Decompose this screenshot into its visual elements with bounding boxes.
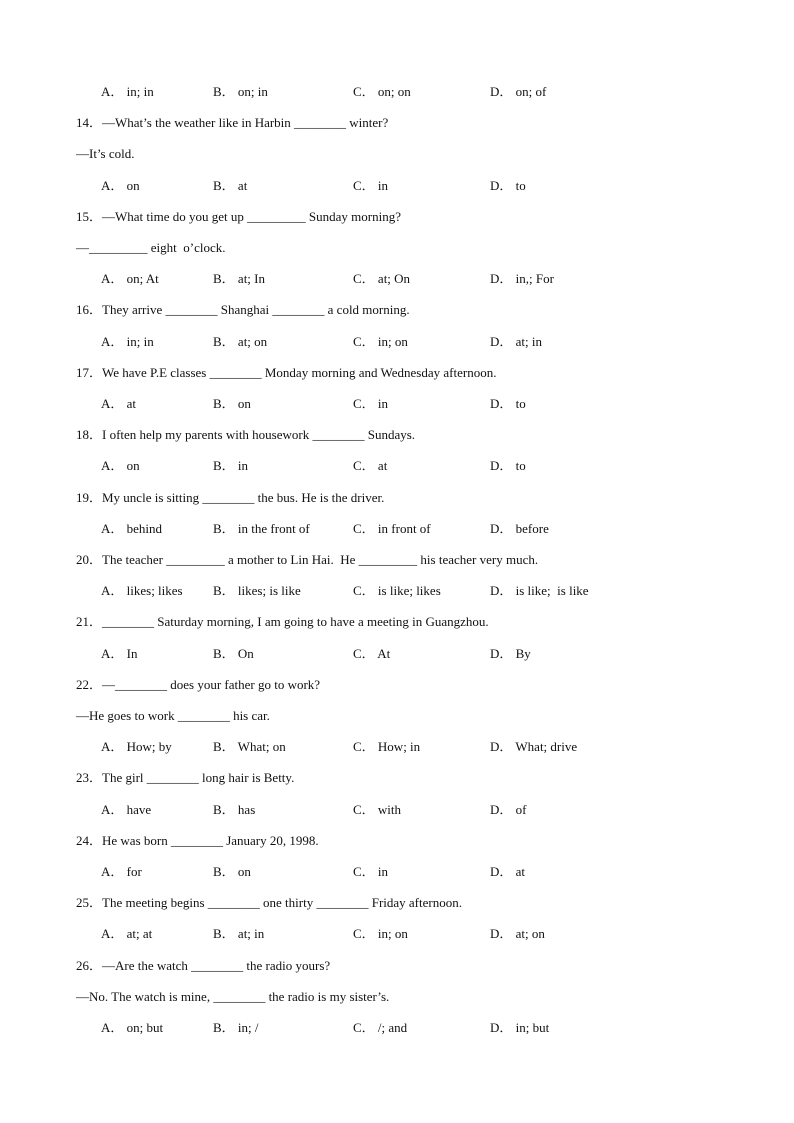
question-text: 20．The teacher _________ a mother to Lin Hai. He _________ his teacher very much. — [76, 552, 539, 567]
option-d: D． on; of — [490, 84, 547, 99]
answer-options — [0, 926, 794, 942]
option-d: D． at; in — [490, 334, 542, 349]
option-b: B． in; / — [213, 1020, 259, 1035]
option-d: D． in,; For — [490, 271, 554, 286]
option-b: B． What; on — [213, 739, 286, 754]
option-d: D． at — [490, 864, 526, 879]
option-b: B． On — [213, 646, 254, 661]
option-d: D． to — [490, 458, 526, 473]
option-b: B． at; in — [213, 926, 265, 941]
answer-options — [0, 334, 794, 350]
question-text: —He goes to work ________ his car. — [76, 708, 270, 723]
question-text: —_________ eight o’clock. — [76, 240, 226, 255]
option-c: C． is like; likes — [353, 583, 441, 598]
option-d: D． By — [490, 646, 531, 661]
question-text: —It’s cold. — [76, 146, 135, 161]
option-c: C． at; On — [353, 271, 411, 286]
option-a: A． likes; likes — [101, 583, 183, 598]
answer-options — [0, 1020, 794, 1036]
answer-options — [0, 583, 794, 599]
answer-options — [0, 521, 794, 537]
option-d: D． before — [490, 521, 549, 536]
option-c: C． At — [353, 646, 391, 661]
option-a: A． How; by — [101, 739, 172, 754]
answer-options — [0, 864, 794, 880]
option-c: C． in — [353, 396, 389, 411]
question-text: 14．—What’s the weather like in Harbin ________ winter? — [76, 115, 389, 130]
question-text: 25．The meeting begins ________ one thirty ________ Friday afternoon. — [76, 895, 462, 910]
answer-options — [0, 271, 794, 287]
option-c: C． with — [353, 802, 402, 817]
question-text: 21．________ Saturday morning, I am going to have a meeting in Guangzhou. — [76, 614, 489, 629]
answer-options — [0, 802, 794, 818]
option-d: D． to — [490, 396, 526, 411]
option-b: B． has — [213, 802, 256, 817]
question-text: 26．—Are the watch ________ the radio yours? — [76, 958, 331, 973]
answer-options — [0, 396, 794, 412]
option-a: A． on — [101, 178, 140, 193]
answer-options — [0, 646, 794, 662]
option-a: A． behind — [101, 521, 163, 536]
option-d: D． is like; is like — [490, 583, 589, 598]
option-b: B． in — [213, 458, 249, 473]
option-c: C． in front of — [353, 521, 431, 536]
question-text: 24．He was born ________ January 20, 1998. — [76, 833, 319, 848]
option-d: D． in; but — [490, 1020, 550, 1035]
answer-options — [0, 739, 794, 755]
option-b: B． at; on — [213, 334, 268, 349]
option-d: D． of — [490, 802, 527, 817]
option-a: A． for — [101, 864, 142, 879]
question-text: 23．The girl ________ long hair is Betty. — [76, 770, 295, 785]
option-d: D． at; on — [490, 926, 545, 941]
question-text: 18．I often help my parents with housework ________ Sundays. — [76, 427, 416, 442]
option-a: A． at; at — [101, 926, 153, 941]
option-b: B． on — [213, 396, 251, 411]
question-text: 22．—________ does your father go to work? — [76, 677, 321, 692]
option-a: A． in; in — [101, 334, 154, 349]
question-text: 17．We have P.E classes ________ Monday morning and Wednesday afternoon. — [76, 365, 497, 380]
option-a: A． on — [101, 458, 140, 473]
option-c: C． How; in — [353, 739, 421, 754]
option-a: A． have — [101, 802, 152, 817]
option-a: A． at — [101, 396, 137, 411]
option-c: C． in; on — [353, 926, 408, 941]
question-text: 16．They arrive ________ Shanghai ________ a cold morning. — [76, 302, 410, 317]
option-a: A． In — [101, 646, 138, 661]
option-b: B． on; in — [213, 84, 268, 99]
answer-options — [0, 84, 794, 100]
option-b: B． on — [213, 864, 251, 879]
option-c: C． at — [353, 458, 388, 473]
option-d: D． to — [490, 178, 526, 193]
option-c: C． /; and — [353, 1020, 408, 1035]
option-c: C． in — [353, 864, 389, 879]
option-b: B． at — [213, 178, 248, 193]
question-text: 15．—What time do you get up _________ Sunday morning? — [76, 209, 401, 224]
answer-options — [0, 458, 794, 474]
option-c: C． on; on — [353, 84, 411, 99]
option-c: C． in — [353, 178, 389, 193]
option-a: A． on; At — [101, 271, 159, 286]
option-a: A． on; but — [101, 1020, 164, 1035]
answer-options — [0, 178, 794, 194]
question-text: —No. The watch is mine, ________ the radio is my sister’s. — [76, 989, 390, 1004]
option-a: A． in; in — [101, 84, 154, 99]
option-b: B． at; In — [213, 271, 265, 286]
option-c: C． in; on — [353, 334, 408, 349]
option-d: D． What; drive — [490, 739, 578, 754]
question-text: 19．My uncle is sitting ________ the bus. He is the driver. — [76, 490, 385, 505]
option-b: B． likes; is like — [213, 583, 301, 598]
option-b: B． in the front of — [213, 521, 310, 536]
